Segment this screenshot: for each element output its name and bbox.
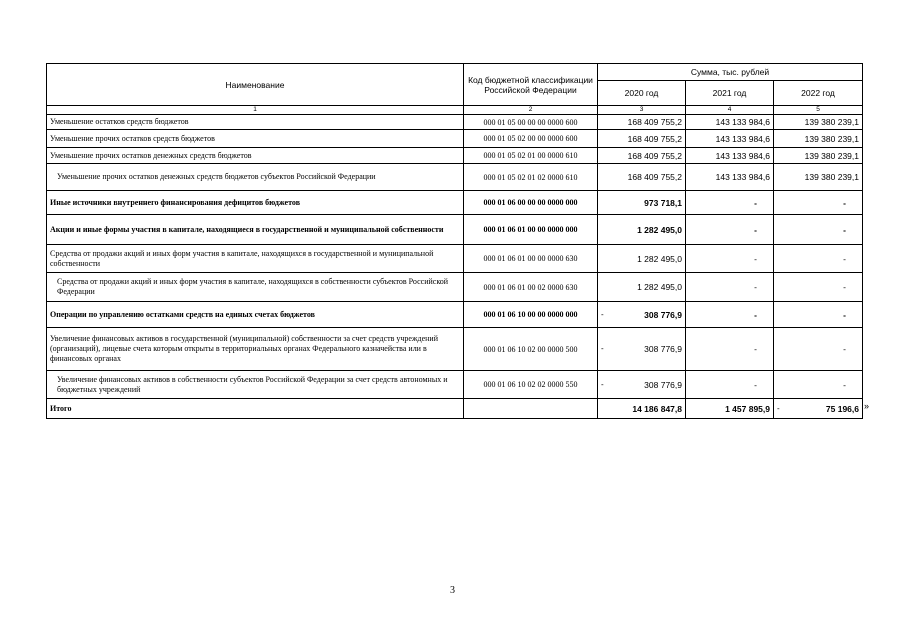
value-2021: 143 133 984,6	[686, 148, 774, 164]
header-name: Наименование	[47, 64, 464, 106]
row-name: Средства от продажи акций и иных форм участия в капитале, находящихся в государственной и муниципальной собственности	[47, 245, 464, 273]
value-amount: 308 776,9	[644, 309, 682, 320]
value-2021: -	[686, 328, 774, 371]
row-name: Увеличение финансовых активов в государственной (муниципальной) собственности за счет средств учреждений (организаций), лицевые счета которым открыты в территориальных органах Федерального казначейства или в финансовых органах	[47, 328, 464, 371]
row-code: 000 01 05 00 00 00 0000 600	[464, 115, 598, 130]
table-row	[47, 164, 863, 191]
row-code: 000 01 06 10 02 02 0000 550	[464, 371, 598, 399]
row-name: Уменьшение прочих остатков средств бюджетов	[47, 130, 464, 148]
table-row	[47, 191, 863, 215]
total-2021: 1 457 895,9	[686, 399, 774, 419]
value-2020: 168 409 755,2	[598, 164, 686, 191]
value-2022: 139 380 239,1	[774, 164, 863, 191]
row-name: Увеличение финансовых активов в собственности субъектов Российской Федерации за счет средств автономных и бюджетных учреждений	[47, 371, 464, 399]
value-2022: 139 380 239,1	[774, 130, 863, 148]
header-year-2021: 2021 год	[686, 81, 774, 106]
value-prefix: -	[601, 309, 604, 319]
table-row	[47, 328, 863, 371]
header-year-2020: 2020 год	[598, 81, 686, 106]
row-name: Акции и иные формы участия в капитале, находящиеся в государственной и муниципальной собственности	[47, 215, 464, 245]
value-2021: 143 133 984,6	[686, 164, 774, 191]
total-code	[464, 399, 598, 419]
value-2021: -	[686, 245, 774, 273]
value-2020: 973 718,1	[598, 191, 686, 215]
value-prefix: -	[601, 379, 604, 389]
value-2022: -	[774, 215, 863, 245]
header-sum: Сумма, тыс. рублей	[598, 64, 863, 81]
column-number: 2	[464, 106, 598, 115]
table-row	[47, 302, 863, 328]
total-2022	[774, 399, 863, 419]
page-number: 3	[450, 585, 455, 596]
value-2020: 168 409 755,2	[598, 115, 686, 130]
total-label: Итого	[47, 399, 464, 419]
value-2022: -	[774, 302, 863, 328]
column-number: 4	[686, 106, 774, 115]
column-number: 5	[774, 106, 863, 115]
value-2022: -	[774, 245, 863, 273]
row-code: 000 01 06 00 00 00 0000 000	[464, 191, 598, 215]
value-2021: -	[686, 273, 774, 302]
table-row	[47, 371, 863, 399]
row-code: 000 01 06 01 00 00 0000 630	[464, 245, 598, 273]
value-2022: -	[774, 371, 863, 399]
header-code: Код бюджетной классификации Российской Федерации	[464, 64, 598, 106]
row-name: Операции по управлению остатками средств на единых счетах бюджетов	[47, 302, 464, 328]
value-2020: 168 409 755,2	[598, 130, 686, 148]
value-amount: 308 776,9	[644, 379, 682, 390]
row-code: 000 01 05 02 01 02 0000 610	[464, 164, 598, 191]
value-amount: 308 776,9	[644, 344, 682, 354]
value-2020	[598, 328, 686, 371]
value-2021: -	[686, 302, 774, 328]
value-2021: -	[686, 215, 774, 245]
table-row	[47, 215, 863, 245]
closing-quote-mark: »	[864, 401, 870, 411]
table-row	[47, 148, 863, 164]
table-row	[47, 245, 863, 273]
row-code: 000 01 06 10 00 00 0000 000	[464, 302, 598, 328]
value-2020: 1 282 495,0	[598, 273, 686, 302]
value-2020	[598, 371, 686, 399]
row-name: Иные источники внутреннего финансирования дефицитов бюджетов	[47, 191, 464, 215]
value-2020	[598, 302, 686, 328]
total-2020: 14 186 847,8	[598, 399, 686, 419]
value-2020: 168 409 755,2	[598, 148, 686, 164]
value-2022: 139 380 239,1	[774, 115, 863, 130]
value-2021: -	[686, 371, 774, 399]
value-2022: -	[774, 273, 863, 302]
table-row	[47, 273, 863, 302]
budget-sources-table	[46, 63, 863, 419]
table-row	[47, 115, 863, 130]
row-name: Уменьшение прочих остатков денежных средств бюджетов субъектов Российской Федерации	[47, 164, 464, 191]
total-row	[47, 399, 863, 419]
header-year-2022: 2022 год	[774, 81, 863, 106]
value-prefix: -	[601, 344, 604, 353]
table-row	[47, 130, 863, 148]
row-name: Уменьшение остатков средств бюджетов	[47, 115, 464, 130]
value-amount: 75 196,6	[825, 403, 859, 414]
value-2022: -	[774, 328, 863, 371]
row-name: Средства от продажи акций и иных форм участия в капитале, находящихся в собственности субъектов Российской Федерации	[47, 273, 464, 302]
row-code: 000 01 05 02 00 00 0000 600	[464, 130, 598, 148]
value-2022: -	[774, 191, 863, 215]
row-code: 000 01 06 01 00 02 0000 630	[464, 273, 598, 302]
value-2020: 1 282 495,0	[598, 245, 686, 273]
column-number: 3	[598, 106, 686, 115]
row-name: Уменьшение прочих остатков денежных средств бюджетов	[47, 148, 464, 164]
row-code: 000 01 05 02 01 00 0000 610	[464, 148, 598, 164]
value-2021: 143 133 984,6	[686, 115, 774, 130]
column-number: 1	[47, 106, 464, 115]
row-code: 000 01 06 10 02 00 0000 500	[464, 328, 598, 371]
value-2021: -	[686, 191, 774, 215]
value-2021: 143 133 984,6	[686, 130, 774, 148]
row-code: 000 01 06 01 00 00 0000 000	[464, 215, 598, 245]
value-prefix: -	[777, 403, 780, 413]
value-2020: 1 282 495,0	[598, 215, 686, 245]
value-2022: 139 380 239,1	[774, 148, 863, 164]
